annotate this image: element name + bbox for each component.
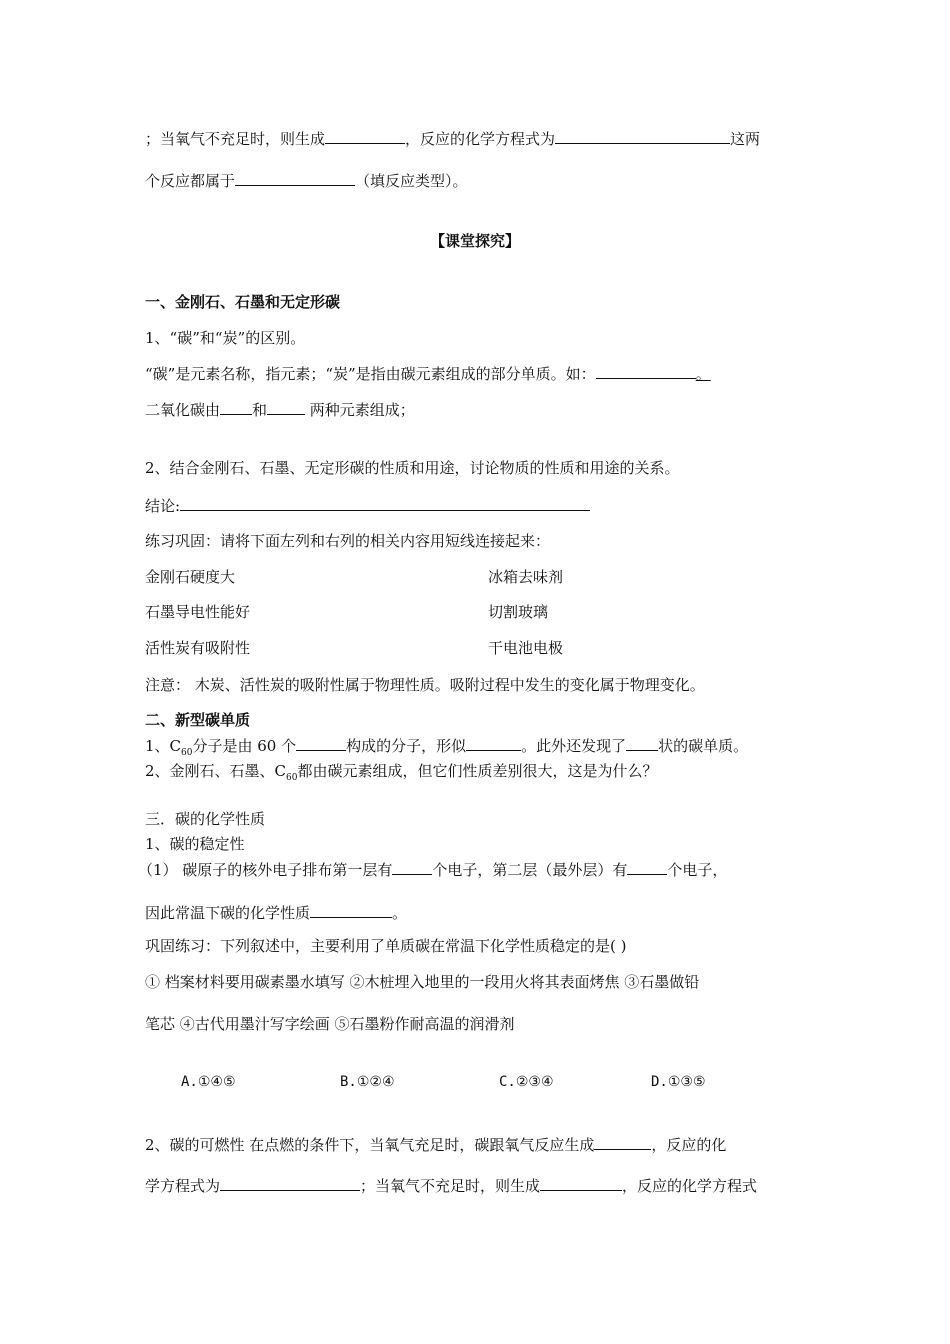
text: 2、碳的可燃性 在点燃的条件下，当氧气充足时，碳跟氧气反应生成: [145, 1136, 595, 1154]
text: 和: [252, 401, 268, 419]
practice-question: 巩固练习：下列叙述中，主要利用了单质碳在常温下化学性质稳定的是( ): [145, 937, 627, 955]
answer-blank[interactable]: [466, 735, 521, 751]
text: 。: [392, 904, 408, 922]
subscript: 60: [286, 773, 298, 783]
top-line-2: [145, 170, 468, 191]
text: 。: [695, 365, 711, 383]
note: 注意： 木炭、活性炭的吸附性属于物理性质。吸附过程中发生的变化属于物理变化。: [145, 676, 705, 694]
sec3-p2: [145, 902, 407, 923]
section-2-title: 二、新型碳单质: [145, 711, 251, 729]
text: 构成的分子，形似: [346, 737, 467, 755]
left-item: 活性炭有吸附性: [145, 639, 251, 657]
text: 个电子，第二层（最外层）有: [432, 861, 628, 879]
answer-blank[interactable]: [296, 735, 346, 751]
right-item: 干电池电极: [488, 639, 564, 657]
text: ；当氧气不充足时，则生成: [360, 1177, 541, 1195]
text: 学方程式为: [145, 1177, 221, 1195]
left-item: 金刚石硬度大: [145, 568, 236, 586]
top-line-1: [145, 128, 760, 149]
text: 个电子，: [667, 861, 728, 879]
practice-prompt: 练习巩固：请将下面左列和右列的相关内容用短线连接起来：: [145, 532, 551, 550]
text: 二氧化碳由: [145, 401, 221, 419]
option-a[interactable]: A.①④⑤: [181, 1074, 236, 1090]
answer-blank[interactable]: [596, 363, 696, 379]
section-heading: 【课堂探究】: [429, 232, 520, 250]
statement-list: 笔芯 ④古代用墨汁写字绘画 ⑤石墨粉作耐高温的润滑剂: [145, 1015, 515, 1033]
answer-blank[interactable]: [540, 1175, 622, 1191]
text: （1） 碳原子的核外电子排布第一层有: [138, 861, 393, 879]
sec3-sub2-line1: [145, 1134, 726, 1155]
text: 1、C: [145, 737, 182, 755]
answer-blank[interactable]: [310, 902, 392, 918]
subscript: 60: [181, 748, 193, 758]
answer-blank[interactable]: [627, 859, 667, 875]
text: “碳”是元素名称，指元素；“炭”是指由碳元素组成的部分单质。如：: [145, 365, 596, 383]
text: 因此常温下碳的化学性质: [145, 904, 311, 922]
text: ，反应的化: [651, 1136, 727, 1154]
q1-text: [145, 363, 711, 384]
answer-blank[interactable]: [220, 399, 252, 415]
text: 状的碳单质。: [658, 737, 749, 755]
text: 2、金刚石、石墨、C: [145, 762, 287, 780]
answer-blank[interactable]: [555, 128, 730, 144]
sec2-q2: [145, 761, 658, 788]
statement-list: ① 档案材料要用碳素墨水填写 ②木桩埋入地里的一段用火将其表面烤焦 ③石墨做铅: [145, 973, 700, 991]
text: 个反应都属于: [145, 172, 236, 190]
q2-title: 2、结合金刚石、石墨、无定形碳的性质和用途，讨论物质的性质和用途的关系。: [145, 459, 680, 477]
option-b[interactable]: B.①②④: [340, 1074, 395, 1090]
text: 两种元素组成；: [305, 401, 415, 419]
text: 结论:: [145, 497, 181, 515]
option-c[interactable]: C.②③④: [499, 1074, 554, 1090]
text: 。此外还发现了: [521, 737, 627, 755]
q1-title: 1、“碳”和“炭”的区别。: [145, 329, 306, 347]
option-d[interactable]: D.①③⑤: [651, 1074, 706, 1090]
section-1-title: 一、金刚石、石墨和无定形碳: [145, 293, 341, 311]
text: 都由碳元素组成，但它们性质差别很大，这是为什么？: [297, 762, 658, 780]
section-3-title: 三．碳的化学性质: [145, 810, 266, 828]
right-item: 冰箱去味剂: [488, 568, 564, 586]
answer-blank[interactable]: [180, 495, 590, 511]
conclusion: [145, 495, 590, 516]
answer-blank[interactable]: [235, 170, 355, 186]
answer-blank[interactable]: [626, 735, 658, 751]
right-item: 切割玻璃: [488, 603, 549, 621]
text: ，反应的化学方程式: [622, 1177, 758, 1195]
sec3-p1: [138, 859, 727, 880]
answer-blank[interactable]: [220, 1175, 360, 1191]
answer-blank[interactable]: [267, 399, 305, 415]
text: ；当氧气不充足时，则生成: [145, 130, 326, 148]
sec3-sub2-line2: [145, 1175, 757, 1196]
answer-blank[interactable]: [325, 128, 405, 144]
answer-blank[interactable]: [392, 859, 432, 875]
left-item: 石墨导电性能好: [145, 603, 251, 621]
q1-co2: [145, 399, 415, 420]
text: 分子是由 60 个: [192, 737, 297, 755]
text: 这两: [730, 130, 761, 148]
sec2-q1: [145, 735, 748, 763]
sec3-sub1: 1、碳的稳定性: [145, 835, 245, 853]
text: （填反应类型）。: [355, 172, 468, 190]
answer-blank[interactable]: [594, 1134, 651, 1150]
text: ，反应的化学方程式为: [405, 130, 556, 148]
